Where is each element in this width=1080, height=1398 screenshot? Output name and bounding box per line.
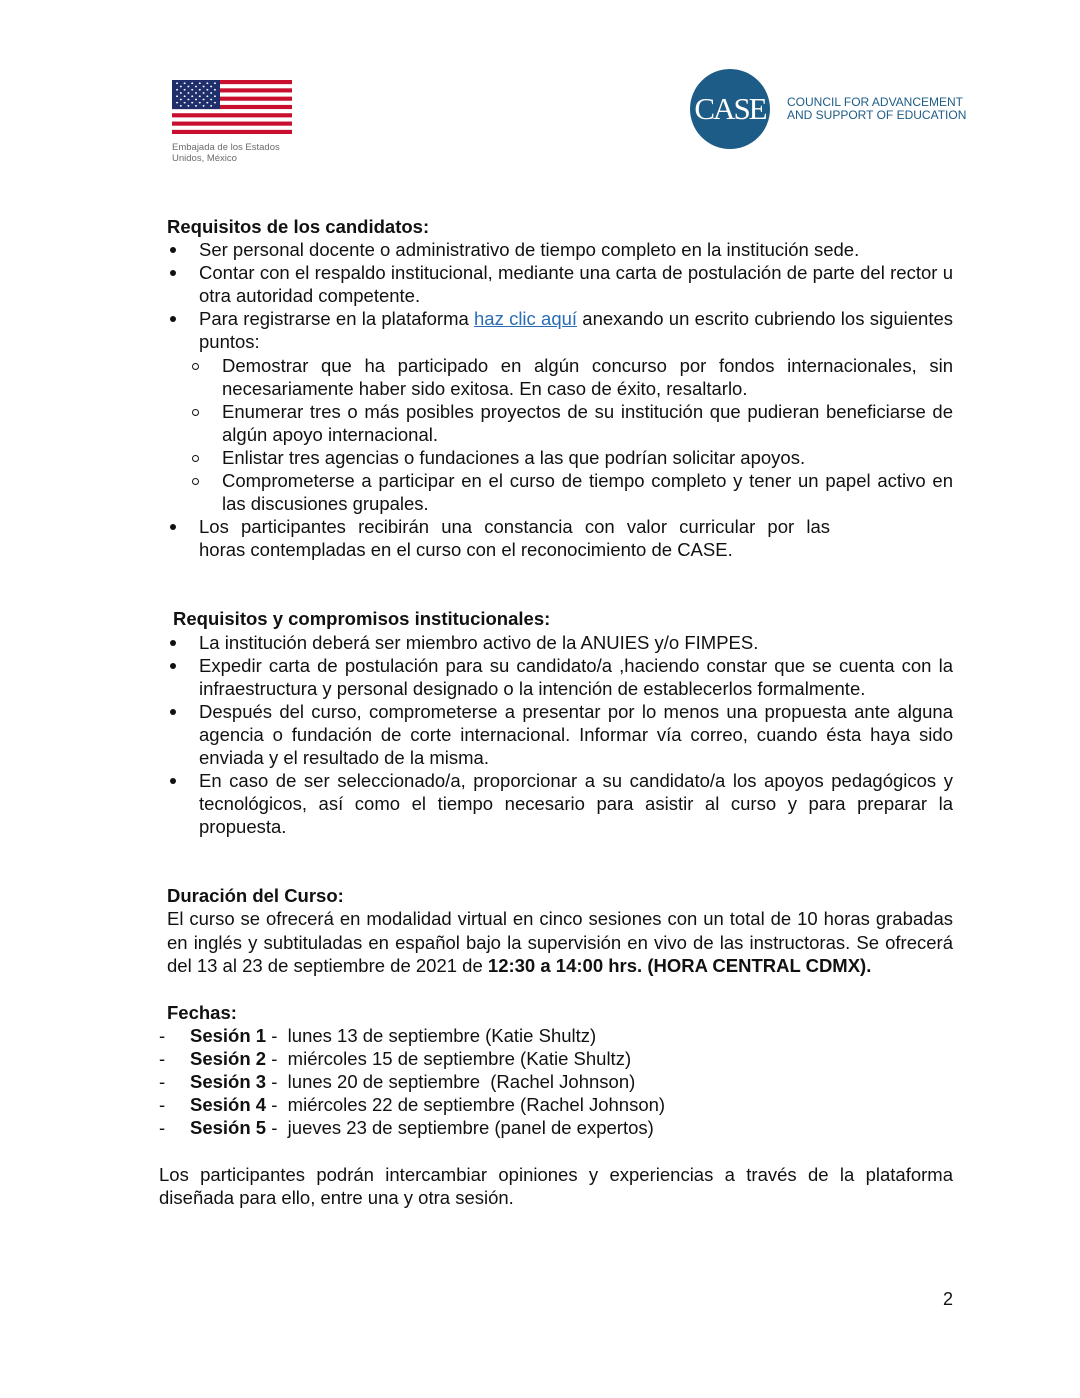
candidatos-list: [159, 238, 953, 561]
case-name: [787, 96, 966, 122]
session-label: Sesión 3: [190, 1071, 267, 1092]
case-logo: [690, 69, 966, 149]
duracion-text: [167, 907, 953, 976]
embassy-caption-line2: Unidos, México: [172, 153, 237, 164]
list-item-text: Contar con el respaldo institucional, mediante una carta de postulación de parte del rector u otra autoridad competente.: [199, 262, 953, 307]
session-detail: - miércoles 22 de septiembre (Rachel Johnson): [266, 1094, 666, 1116]
duracion-schedule: 12:30 a 14:00 hrs. (HORA CENTRAL CDMX).: [487, 954, 872, 976]
section-heading-fechas: Fechas:: [167, 1001, 237, 1023]
session-item: [159, 1116, 953, 1139]
sublist-item-text: Enlistar tres agencias o fundaciones a las que podrían solicitar apoyos.: [222, 446, 806, 468]
us-flag-icon: [172, 80, 292, 134]
sublist-item-text: Demostrar que ha participado en algún concurso por fondos internacionales, sin necesariamente haber sido exitosa. En caso de éxito, resaltarlo.: [222, 354, 953, 399]
session-item: [159, 1070, 953, 1093]
document-body: [159, 215, 953, 1209]
list-item-text: Para registrarse en la plataforma: [199, 308, 469, 330]
session-detail: - lunes 13 de septiembre (Katie Shultz): [266, 1024, 597, 1046]
sublist-item: [159, 400, 953, 446]
session-detail: - miércoles 15 de septiembre (Katie Shultz): [266, 1047, 632, 1069]
list-item-text: En caso de ser seleccionado/a, proporcionar a su candidato/a los apoyos pedagógicos y tecnológicos, así como el tiempo necesario para asistir al curso y para preparar la propuesta.: [199, 770, 953, 838]
list-item: [159, 238, 953, 261]
list-item: [159, 515, 953, 561]
list-item-text: anexando un escrito cubriendo los siguientes puntos:: [199, 308, 953, 353]
institucionales-list: [159, 631, 953, 839]
session-item: [159, 1047, 953, 1070]
section-duracion: [159, 884, 953, 976]
list-item: [159, 631, 953, 654]
embassy-logo: [172, 80, 294, 164]
session-item: [159, 1093, 953, 1116]
section-candidatos: [159, 215, 953, 561]
sublist-item: [159, 469, 953, 515]
list-item-text: La institución deberá ser miembro activo de la ANUIES y/o FIMPES.: [199, 631, 759, 653]
points-sublist: [159, 354, 953, 516]
list-item: [159, 307, 953, 515]
list-item: [159, 654, 953, 700]
duracion-body: El curso se ofrecerá en modalidad virtual en cinco sesiones con un total de 10 horas grabadas en inglés y subtituladas en español bajo la supervisión en vivo de las instructoras. Se ofrecerá del 13 al 23 de septiembre de 2021 de: [167, 908, 953, 976]
session-label: Sesión 1: [190, 1024, 267, 1046]
list-item: [159, 261, 953, 307]
list-item-text: Ser personal docente o administrativo de tiempo completo en la institución sede.: [199, 239, 860, 261]
session-detail: - lunes 20 de septiembre (Rachel Johnson): [266, 1071, 636, 1092]
list-item-text: Los participantes recibirán una constancia con valor curricular por las: [199, 516, 830, 538]
section-heading-duracion: Duración del Curso:: [167, 885, 344, 907]
sublist-item: [159, 446, 953, 469]
case-logo-icon: [690, 69, 770, 149]
section-fechas: [159, 1001, 953, 1140]
closing-paragraph: Los participantes podrán intercambiar opiniones y experiencias a través de la plataforma diseñada para ello, entre una y otra sesión.: [159, 1164, 953, 1209]
section-heading-candidatos: Requisitos de los candidatos:: [167, 216, 430, 237]
session-label: Sesión 2: [190, 1047, 267, 1069]
sessions-list: [159, 1024, 953, 1139]
list-item: [159, 700, 953, 769]
page-number: 2: [942, 1289, 953, 1309]
session-item: [159, 1024, 953, 1047]
session-label: Sesión 4: [190, 1094, 267, 1116]
section-heading-institucionales: Requisitos y compromisos institucionales:: [173, 608, 551, 630]
session-label: Sesión 5: [190, 1117, 267, 1139]
list-item: [159, 769, 953, 838]
list-item-text: Después del curso, comprometerse a presentar por lo menos una propuesta ante alguna agencia o fundación de corte internacional. Informar vía correo, cuando ésta haya sido enviada y el resultado de la misma.: [199, 700, 953, 768]
session-detail: - jueves 23 de septiembre (panel de expertos): [266, 1117, 654, 1139]
list-item-text: Expedir carta de postulación para su candidato/a ,haciendo constar que se cuenta con la infraestructura y personal designado o la intención de establecerlos formalmente.: [199, 654, 953, 699]
section-institucionales: [159, 607, 953, 838]
sublist-item: [159, 354, 953, 400]
embassy-caption-line1: Embajada de los Estados: [172, 142, 280, 153]
case-name-line1: COUNCIL FOR ADVANCEMENT: [787, 95, 964, 109]
list-item-text: horas contempladas en el curso con el reconocimiento de CASE.: [199, 539, 733, 561]
sublist-item-text: Comprometerse a participar en el curso de tiempo completo y tener un papel activo en las discusiones grupales.: [222, 470, 953, 515]
sublist-item-text: Enumerar tres o más posibles proyectos de su institución que pudieran beneficiarse de algún apoyo internacional.: [222, 400, 953, 445]
embassy-caption: [172, 142, 294, 164]
case-name-line2: AND SUPPORT OF EDUCATION: [787, 108, 967, 122]
register-link[interactable]: haz clic aquí: [474, 308, 578, 330]
case-logo-text: CASE: [694, 91, 766, 126]
